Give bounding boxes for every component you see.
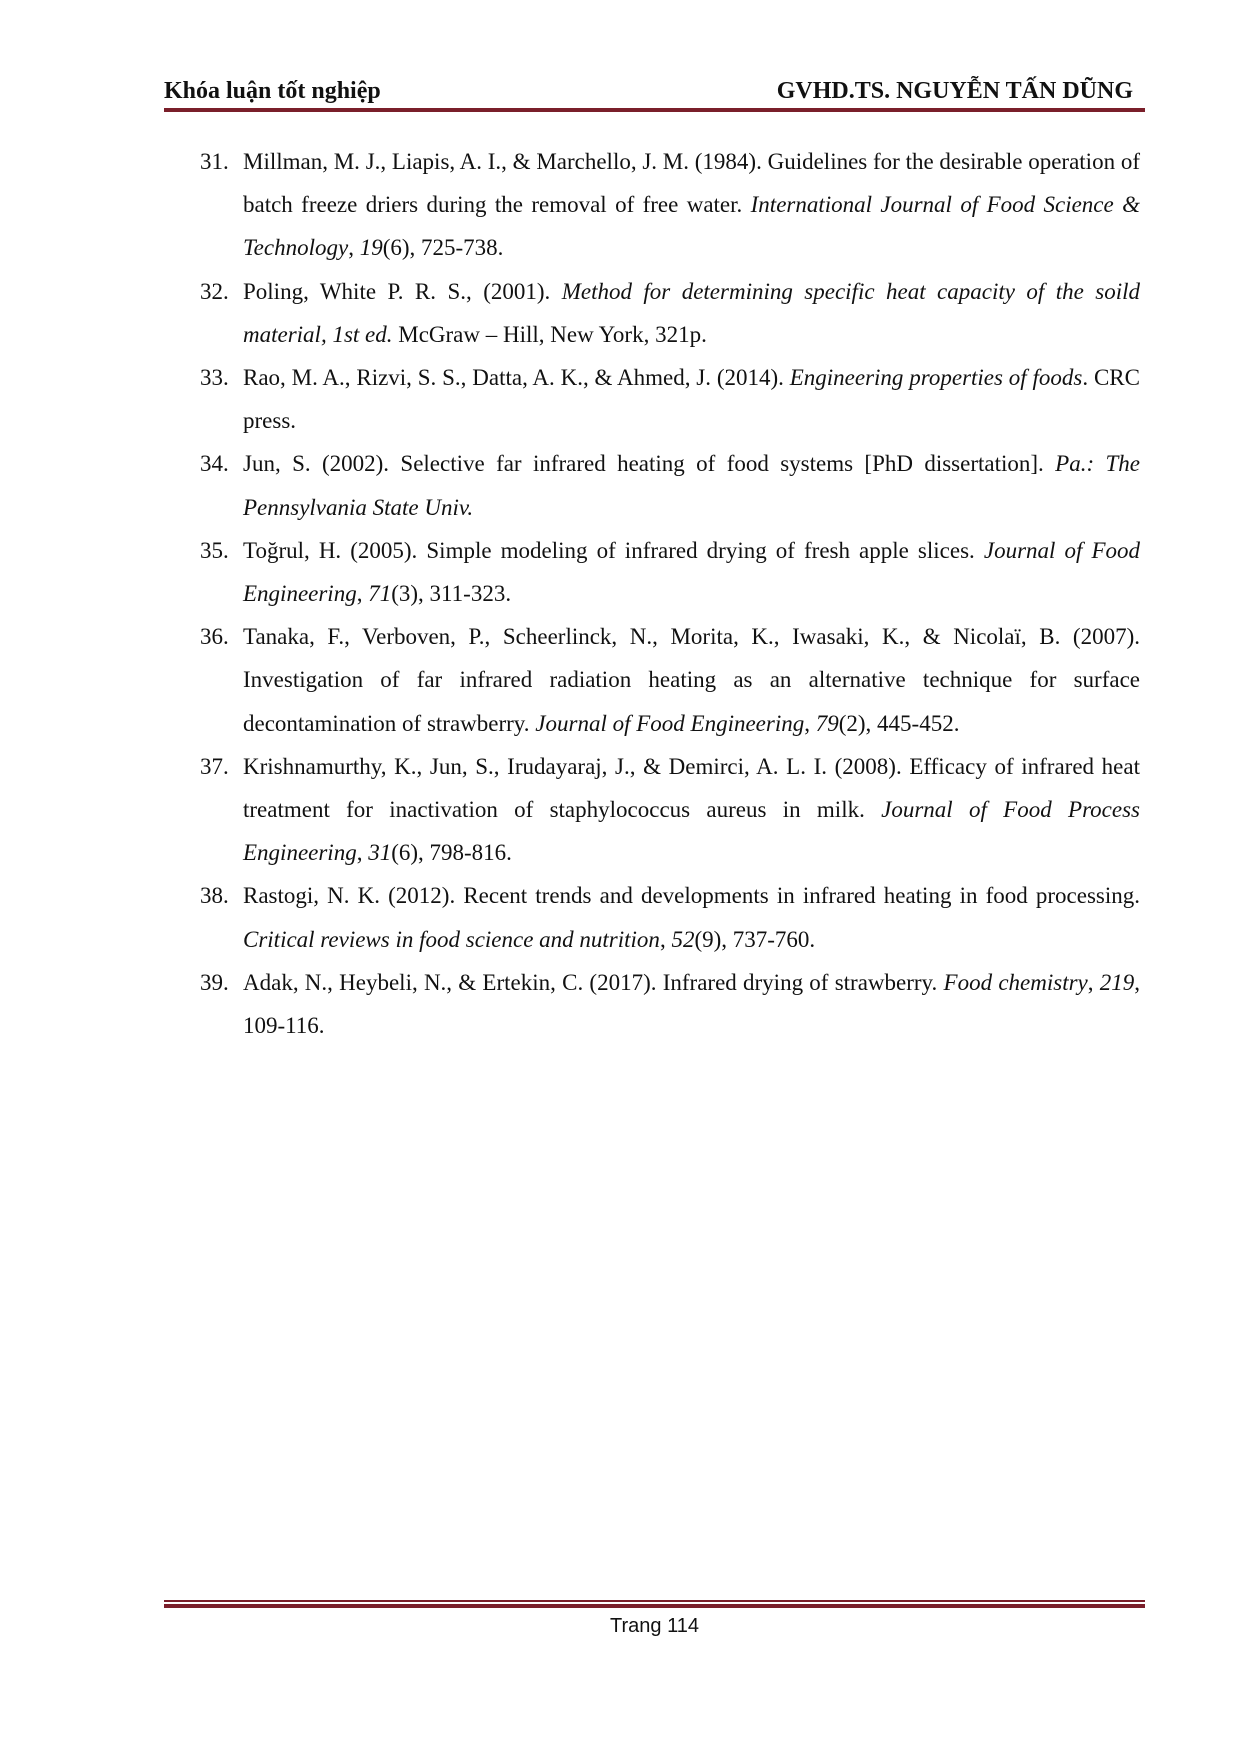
reference-item — [164, 615, 1140, 745]
reference-list — [164, 140, 1140, 1047]
reference-italic-text: Journal of Food Process Engineering — [243, 797, 1140, 866]
page-number: Trang 114 — [610, 1615, 699, 1637]
reference-text: , — [356, 581, 369, 607]
reference-number: 36. — [200, 624, 229, 650]
reference-number: 34. — [200, 451, 229, 477]
reference-text: Jun, S. (2002). Selective far infrared heating of food systems [PhD dissertation]. — [243, 451, 1056, 477]
reference-number: 35. — [200, 537, 229, 563]
reference-text: (6), 798-816. — [391, 840, 512, 866]
reference-text: , — [356, 840, 369, 866]
reference-item — [164, 270, 1140, 356]
reference-italic-text: 71 — [368, 581, 392, 607]
reference-italic-text: Pa.: The Pennsylvania State Univ. — [243, 451, 1140, 520]
reference-text: , — [659, 926, 672, 952]
reference-italic-text: International Journal of Food Science & Technology — [243, 192, 1140, 261]
supervisor-name: GVHD.TS. NGUYỄN TẤN DŨNG — [776, 78, 1133, 104]
reference-text: , 109-116. — [243, 969, 1140, 1039]
reference-italic-text: 79 — [815, 710, 839, 736]
reference-text: Toğrul, H. (2005). Simple modeling of infrared drying of fresh apple slices. — [243, 537, 984, 563]
reference-number: 38. — [200, 883, 229, 909]
reference-text: Poling, White P. R. S., (2001). — [243, 278, 562, 304]
reference-text: (9), 737-760. — [694, 926, 816, 952]
reference-text: (6), 725-738. — [382, 235, 504, 261]
reference-text: Krishnamurthy, K., Jun, S., Irudayaraj, J., & Demirci, A. L. I. (2008). Efficacy of infrared heat treatment for inactivation of staphylococcus aureus in milk. — [243, 753, 1140, 823]
reference-text: Adak, N., Heybeli, N., & Ertekin, C. (2017). Infrared drying of strawberry. — [243, 969, 944, 995]
reference-text: , — [804, 710, 816, 736]
reference-number: 33. — [200, 365, 229, 391]
reference-italic-text: Critical reviews in food science and nutrition — [243, 926, 660, 952]
reference-item — [164, 745, 1140, 875]
reference-italic-text: Engineering properties of foods — [789, 365, 1083, 391]
reference-number: 31. — [200, 149, 229, 174]
reference-text: (3), 311-323. — [391, 581, 512, 607]
reference-text: Rastogi, N. K. (2012). Recent trends and developments in infrared heating in food processing. — [243, 883, 1140, 909]
reference-italic-text: 31 — [368, 840, 392, 866]
reference-item — [164, 874, 1140, 960]
reference-text: Millman, M. J., Liapis, A. I., & Marchello, J. M. (1984). Guidelines for the desirable operation of batch freeze driers during the removal of free water. — [243, 149, 1140, 218]
reference-text: McGraw – Hill, New York, 321p. — [392, 321, 707, 347]
reference-text: , — [1087, 969, 1100, 995]
reference-italic-text: 219 — [1099, 969, 1135, 995]
reference-number: 37. — [200, 753, 229, 779]
reference-italic-text: Food chemistry — [943, 969, 1088, 995]
reference-number: 32. — [200, 278, 229, 304]
reference-text: (2), 445-452. — [838, 710, 960, 736]
page-header — [164, 76, 1145, 108]
reference-number: 39. — [200, 969, 229, 995]
reference-italic-text: Journal of Food Engineering — [535, 710, 805, 736]
reference-item — [164, 356, 1140, 442]
footer-rule — [164, 1600, 1145, 1608]
reference-text: Tanaka, F., Verboven, P., Scheerlinck, N., Morita, K., Iwasaki, K., & Nicolaï, B. (2007). Investigation of far infrared radiation heating as an alternative technique for surface decontamination of strawberry. — [243, 624, 1140, 736]
reference-text: , — [348, 235, 360, 261]
reference-italic-text: 19 — [359, 235, 383, 261]
reference-italic-text: 52 — [671, 926, 695, 952]
thesis-title: Khóa luận tốt nghiệp — [164, 78, 381, 104]
reference-text: Rao, M. A., Rizvi, S. S., Datta, A. K., & Ahmed, J. (2014). — [243, 365, 790, 391]
reference-text: . CRC press. — [243, 365, 1140, 434]
reference-item — [164, 442, 1140, 528]
reference-item — [164, 140, 1140, 270]
header-rule — [164, 108, 1145, 112]
reference-italic-text: Journal of Food Engineering — [243, 537, 1140, 607]
reference-italic-text: Method for determining specific heat capacity of the soild material, 1st ed. — [243, 278, 1140, 347]
reference-item — [164, 961, 1140, 1047]
reference-item — [164, 529, 1140, 615]
